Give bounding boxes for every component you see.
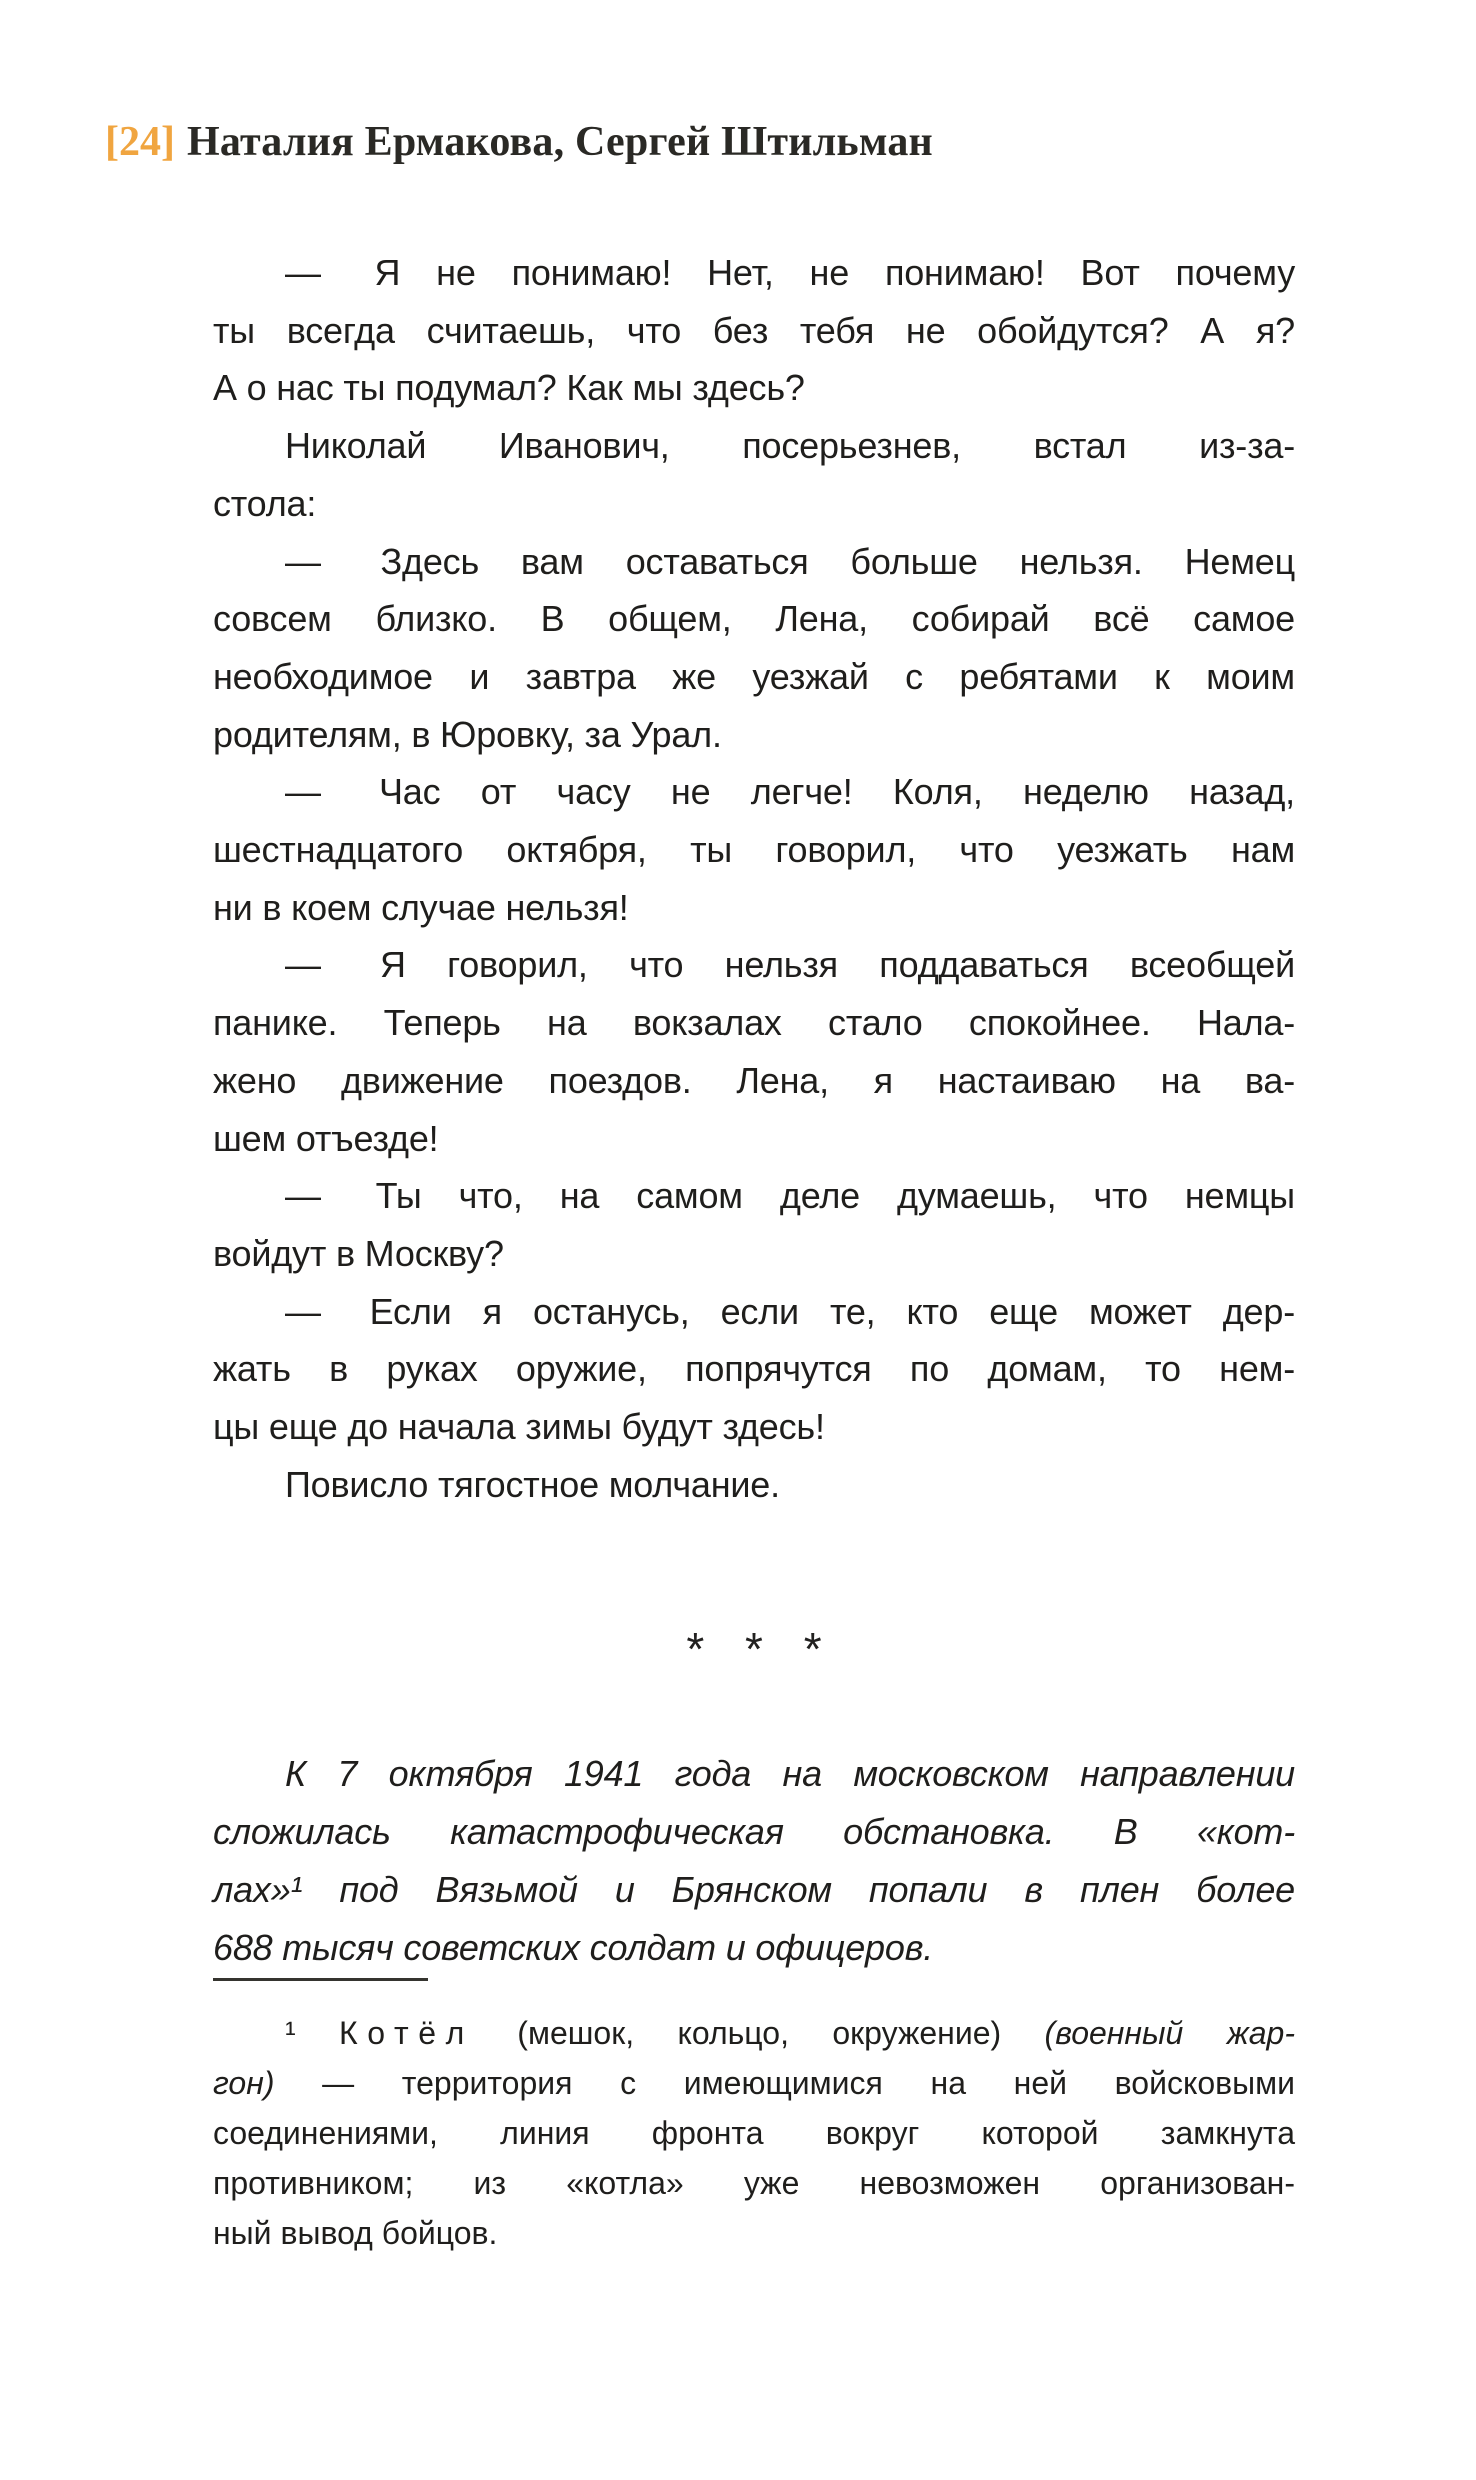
text-line bbox=[213, 359, 1295, 417]
text-line bbox=[213, 1456, 1295, 1514]
dialogue-section bbox=[213, 244, 1295, 1513]
text-line bbox=[213, 1861, 1295, 1919]
text-line bbox=[213, 417, 1295, 475]
text-segment: — Ты что, на самом деле думаешь, что немцы bbox=[285, 1175, 1295, 1217]
text-line bbox=[213, 879, 1295, 937]
paragraph bbox=[213, 533, 1295, 764]
section-separator bbox=[213, 1613, 1295, 1676]
text-segment: 688 тысяч советских солдат и офицеров. bbox=[213, 1926, 934, 1968]
text-line bbox=[213, 1340, 1295, 1398]
text-segment: панике. Теперь на вокзалах стало спокойнее. Нала- bbox=[213, 1002, 1295, 1044]
paragraph bbox=[213, 244, 1295, 417]
footnote-section bbox=[213, 2008, 1295, 2258]
text-segment: жено движение поездов. Лена, я настаиваю на ва- bbox=[213, 1059, 1295, 1101]
text-line bbox=[213, 936, 1295, 994]
text-line bbox=[213, 2208, 1295, 2258]
page-number: [24] bbox=[105, 119, 175, 165]
text-line bbox=[213, 302, 1295, 360]
paragraph bbox=[213, 1456, 1295, 1514]
text-segment: противником; из «котла» уже невозможен организован- bbox=[213, 2165, 1295, 2202]
text-line bbox=[213, 706, 1295, 764]
text-line bbox=[213, 821, 1295, 879]
text-segment: — Час от часу не легче! Коля, неделю назад, bbox=[285, 771, 1295, 813]
text-line bbox=[213, 1745, 1295, 1803]
text-segment: — территория с имеющимися на ней войсковыми bbox=[274, 2065, 1295, 2102]
text-segment: стола: bbox=[213, 482, 317, 524]
asterisk-separator: * * * bbox=[686, 1623, 822, 1676]
text-line bbox=[213, 1225, 1295, 1283]
text-segment: шестнадцатого октября, ты говорил, что уезжать нам bbox=[213, 829, 1295, 871]
text-segment: ный вывод бойцов. bbox=[213, 2215, 498, 2252]
footnote-rule bbox=[213, 1978, 428, 1981]
text-line bbox=[213, 994, 1295, 1052]
text-line bbox=[213, 2158, 1295, 2208]
text-segment: шем отъезде! bbox=[213, 1117, 439, 1159]
text-segment: А о нас ты подумал? Как мы здесь? bbox=[213, 367, 805, 409]
text-line bbox=[213, 244, 1295, 302]
text-segment: ты всегда считаешь, что без тебя не обойдутся? А я? bbox=[213, 309, 1295, 351]
historical-note-section bbox=[213, 1745, 1295, 1976]
text-segment: К 7 октября 1941 года на московском направлении bbox=[285, 1753, 1295, 1795]
text-line bbox=[213, 590, 1295, 648]
text-line bbox=[213, 648, 1295, 706]
text-segment: родителям, в Юровку, за Урал. bbox=[213, 713, 722, 755]
text-segment: войдут в Москву? bbox=[213, 1232, 504, 1274]
running-head-authors: Наталия Ермакова, Сергей Штильман bbox=[186, 119, 933, 165]
text-line bbox=[213, 2108, 1295, 2158]
text-segment: сложилась катастрофическая обстановка. В «кот- bbox=[213, 1811, 1295, 1853]
text-segment: (мешок, кольцо, окружение) bbox=[473, 2015, 1045, 2052]
text-segment: — Если я останусь, если те, кто еще может дер- bbox=[285, 1290, 1295, 1332]
text-segment: жать в руках оружие, попрячутся по домам, то нем- bbox=[213, 1348, 1295, 1390]
letterspaced-term: Котёл bbox=[339, 2015, 474, 2052]
italic-text: гон) bbox=[213, 2065, 275, 2102]
text-line bbox=[213, 1803, 1295, 1861]
text-segment: необходимое и завтра же уезжай с ребятами к моим bbox=[213, 655, 1295, 697]
text-segment: — Я говорил, что нельзя поддаваться всеобщей bbox=[285, 944, 1295, 986]
text-column bbox=[213, 244, 1295, 2258]
text-line bbox=[213, 533, 1295, 591]
text-segment: ¹ bbox=[285, 2015, 340, 2052]
running-head bbox=[105, 118, 933, 166]
text-segment: — Я не понимаю! Нет, не понимаю! Вот почему bbox=[285, 252, 1295, 293]
paragraph bbox=[213, 1745, 1295, 1976]
text-line bbox=[213, 1110, 1295, 1168]
text-segment: совсем близко. В общем, Лена, собирай всё самое bbox=[213, 598, 1295, 640]
text-line bbox=[213, 1919, 1295, 1977]
text-segment: — Здесь вам оставаться больше нельзя. Немец bbox=[285, 540, 1295, 582]
text-line bbox=[213, 1398, 1295, 1456]
text-line bbox=[213, 2058, 1295, 2108]
paragraph bbox=[213, 2008, 1295, 2258]
text-line bbox=[213, 763, 1295, 821]
paragraph bbox=[213, 763, 1295, 936]
paragraph bbox=[213, 1283, 1295, 1456]
paragraph bbox=[213, 936, 1295, 1167]
text-line bbox=[213, 1283, 1295, 1341]
paragraph bbox=[213, 417, 1295, 532]
paragraph bbox=[213, 1167, 1295, 1282]
text-segment: ни в коем случае нельзя! bbox=[213, 886, 629, 928]
text-line bbox=[213, 1167, 1295, 1225]
text-segment: лах»¹ под Вязьмой и Брянском попали в плен более bbox=[213, 1868, 1295, 1910]
text-segment: Повисло тягостное молчание. bbox=[285, 1463, 780, 1505]
text-line bbox=[213, 2008, 1295, 2058]
text-segment: соединениями, линия фронта вокруг которой замкнута bbox=[213, 2115, 1295, 2152]
text-segment: Николай Иванович, посерьезнев, встал из-за- bbox=[285, 425, 1295, 467]
text-line bbox=[213, 475, 1295, 533]
text-segment: цы еще до начала зимы будут здесь! bbox=[213, 1406, 825, 1448]
italic-text: (военный жар- bbox=[1044, 2015, 1295, 2052]
text-line bbox=[213, 1052, 1295, 1110]
